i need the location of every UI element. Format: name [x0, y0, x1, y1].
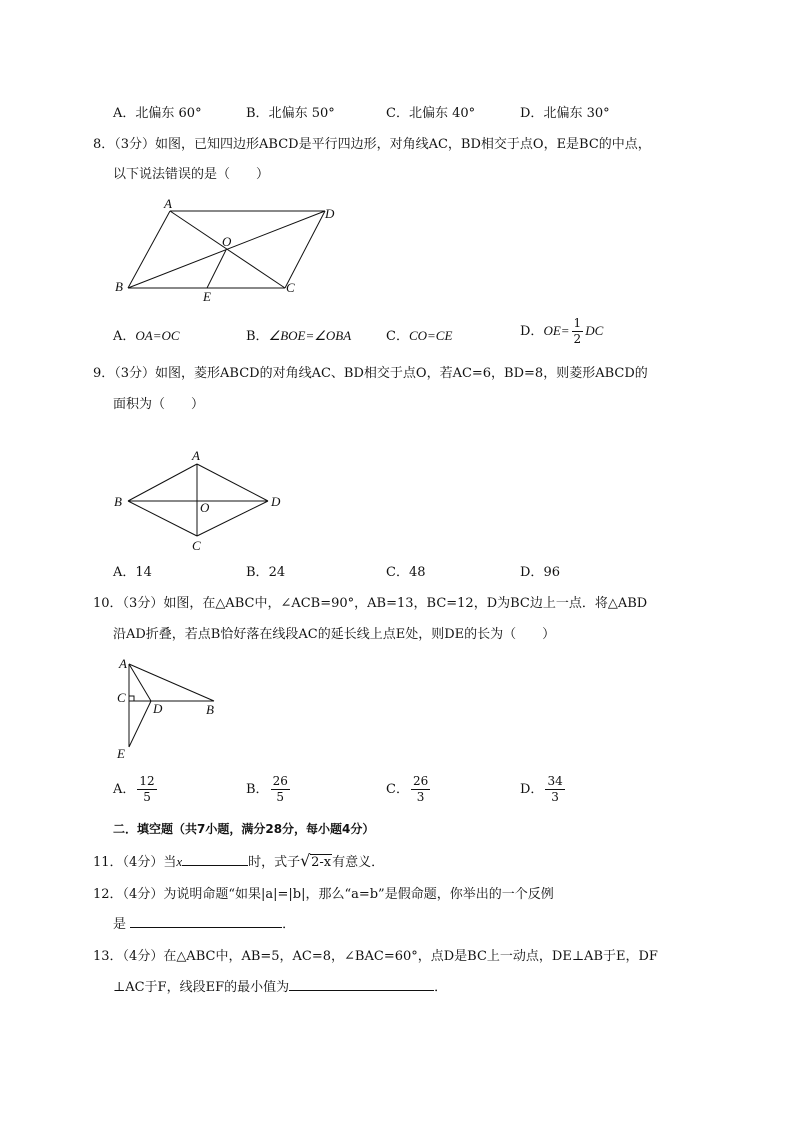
- q13-answer-blank[interactable]: [289, 976, 434, 991]
- q7-option-c: C．北偏东 40°: [386, 106, 476, 121]
- q9-option-c: C．48: [386, 565, 426, 580]
- q10-label-b: B: [206, 702, 214, 717]
- q11-stem: 11．（4分）当x 时，式子 √ 2-x有意义．: [93, 851, 385, 870]
- q10-option-c-fraction: $\frac{26}{3}$: [412, 774, 429, 804]
- q10-label-e: E: [117, 746, 125, 761]
- q10-option-b-fraction: $\frac{26}{5}$: [272, 774, 288, 804]
- q9-label-a: A: [192, 448, 200, 463]
- q13-stem-line2: ⊥AC于F，线段EF的最小值为 ．: [113, 976, 447, 995]
- q10-label-c: C: [117, 690, 126, 705]
- q10-right-angle-mark: [129, 696, 134, 701]
- q10-option-a-fraction: $\frac{12}{5}$: [139, 774, 155, 804]
- q9-label-d: D: [271, 494, 281, 509]
- q12-stem-line2: 是 ．: [113, 913, 295, 932]
- q9-label-c: C: [192, 538, 201, 553]
- q8-stem-line1: 8．（3分）如图，已知四边形ABCD是平行四边形，对角线AC，BD相交于点O，E是BC的中点，: [93, 137, 651, 152]
- q7-option-d: D．北偏东 30°: [520, 106, 610, 121]
- q8-option-c: C．CO=CE: [386, 328, 453, 344]
- q10-stem-line1: 10．（3分）如图，在△ABC中，∠ACB=90°，AB=13，BC=12，D为BC边上一点．将△ABD: [93, 596, 648, 611]
- q10-option-d: D． $\frac{34}{3}$: [520, 774, 563, 804]
- q8-option-a: A．OA=OC: [113, 328, 180, 344]
- q9-label-o: O: [200, 500, 210, 515]
- q8-label-a: A: [164, 196, 172, 211]
- q10-stem-line2: 沿AD折叠，若点B恰好落在线段AC的延长线上点E处，则DE的长为（ ）: [113, 627, 556, 642]
- q10-side-ab: [129, 664, 214, 701]
- q7-option-a: A．北偏东 60°: [113, 106, 202, 121]
- q8-option-b: B．∠BOE=∠OBA: [246, 328, 352, 344]
- q9-side-da: [197, 464, 268, 501]
- q9-stem-line1: 9．（3分）如图，菱形ABCD的对角线AC、BD相交于点O，若AC=6，BD=8，则菱形ABCD的: [93, 366, 648, 381]
- q8-label-d: D: [325, 206, 335, 221]
- q8-label-e: E: [203, 289, 211, 304]
- q9-label-b: B: [114, 494, 122, 509]
- q8-stem-line2: 以下说法错误的是（ ）: [113, 167, 270, 182]
- q12-stem-line1: 12．（4分）为说明命题“如果|a|=|b|，那么“a=b”是假命题，你举出的一个反例: [93, 887, 554, 902]
- q10-option-d-fraction: $\frac{34}{3}$: [547, 774, 563, 804]
- q8-option-d-fraction: $\frac{1}{2}$: [573, 316, 582, 346]
- q10-triangle-figure: [110, 652, 230, 767]
- q9-option-a: A．14: [113, 565, 152, 580]
- q10-option-c: C． $\frac{26}{3}$: [386, 774, 429, 804]
- q9-stem-line2: 面积为（ ）: [113, 397, 205, 412]
- q10-label-a: A: [119, 656, 127, 671]
- q10-label-d: D: [153, 701, 163, 716]
- q8-side-ab: [128, 211, 170, 288]
- q9-side-ab: [128, 464, 197, 501]
- q11-answer-blank[interactable]: [182, 851, 248, 866]
- q10-option-a: A． $\frac{12}{5}$: [113, 774, 155, 804]
- q8-diagonal-bd: [128, 211, 325, 288]
- q8-label-b: B: [115, 279, 123, 294]
- q11-sqrt-expression: √ 2-x: [300, 851, 332, 870]
- q8-parallelogram-figure: [110, 196, 350, 306]
- q8-label-o: O: [222, 234, 232, 249]
- q9-rhombus-figure: [110, 446, 290, 556]
- q13-stem-line1: 13．（4分）在△ABC中，AB=5，AC=8，∠BAC=60°，点D是BC上一动点，DE⊥AB于E，DF: [93, 949, 658, 964]
- section-heading-fill-in: 二．填空题（共7小题，满分28分，每小题4分）: [113, 822, 375, 836]
- q10-option-b: B． $\frac{26}{5}$: [246, 774, 288, 804]
- q8-option-d: D．OE= $\frac{1}{2}$ DC: [520, 316, 604, 346]
- q8-label-c: C: [286, 280, 295, 295]
- q7-option-b: B．北偏东 50°: [246, 106, 335, 121]
- q8-side-cd: [285, 211, 325, 288]
- q10-fold-ad: [129, 664, 151, 701]
- q9-option-d: D．96: [520, 565, 560, 580]
- q9-side-bc: [128, 501, 197, 536]
- q12-answer-blank[interactable]: [130, 913, 282, 928]
- q10-segment-de: [129, 701, 151, 747]
- q9-option-b: B．24: [246, 565, 286, 580]
